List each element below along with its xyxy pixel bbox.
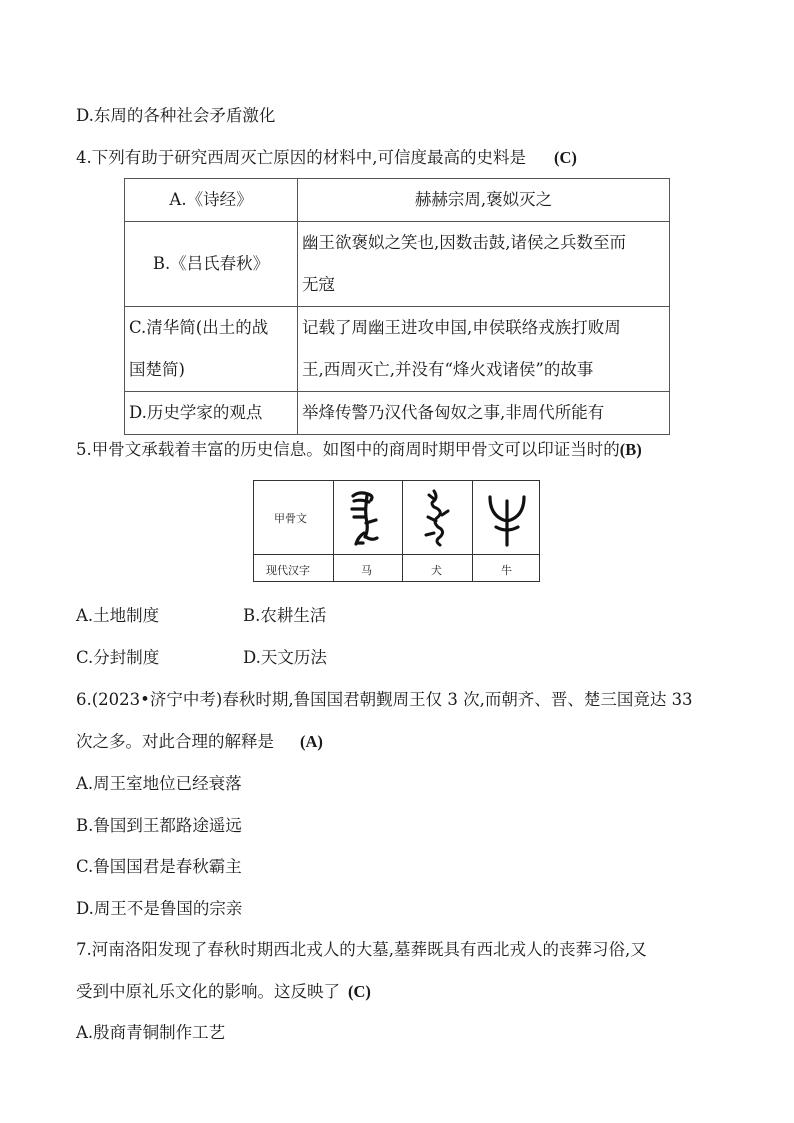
q3-option-d: D.东周的各种社会矛盾激化 <box>76 106 276 125</box>
q6-stem-line1: 6.(2023•济宁中考)春秋时期,鲁国国君朝觐周王仅 3 次,而朝齐、晋、楚三国竟达 33 <box>76 690 693 709</box>
table-row <box>125 222 670 307</box>
oracle-horse-glyph-icon <box>344 487 394 549</box>
q4-row-c-key <box>125 307 298 392</box>
divider <box>333 481 334 581</box>
q7-stem-line1: 7.河南洛阳发现了春秋时期西北戎人的大墓,墓葬既具有西北戎人的丧葬习俗,又 <box>76 940 647 959</box>
q7-answer: (C) <box>348 982 371 1001</box>
q5-option-d: D.天文历法 <box>243 648 327 667</box>
oracle-bone-table <box>253 480 540 582</box>
divider <box>472 481 473 581</box>
q6-option-b: B.鲁国到王都路途遥远 <box>76 816 242 835</box>
table-row <box>125 307 670 392</box>
q6-option-d: D.周王不是鲁国的宗亲 <box>76 899 243 918</box>
table-row <box>125 392 670 435</box>
table-row <box>125 179 670 222</box>
modern-row-label: 现代汉字 <box>266 564 310 577</box>
q5-stem: 5.甲骨文承载着丰富的历史信息。如图中的商周时期甲骨文可以印证当时的 <box>76 440 620 459</box>
q4-answer: (C) <box>554 148 577 167</box>
q5-option-a: A.土地制度 <box>76 606 160 625</box>
q5-option-c: C.分封制度 <box>76 648 160 667</box>
q4-row-c-key-line2: 国楚简) <box>129 360 185 379</box>
q4-row-b-key: B.《吕氏春秋》 <box>125 222 298 307</box>
oracle-ox-glyph-icon <box>482 487 532 549</box>
q7-option-a: A.殷商青铜制作工艺 <box>76 1023 226 1042</box>
q4-row-a-key: A.《诗经》 <box>125 179 298 222</box>
q6-stem-line2 <box>76 730 323 754</box>
q4-row-c-key-line1: C.清华简(出土的战 <box>129 318 269 337</box>
q4-row-a-value: 赫赫宗周,褒姒灭之 <box>298 179 670 222</box>
modern-char-horse: 马 <box>361 564 372 577</box>
q4-row-c-value <box>298 307 670 392</box>
q5-stem-line <box>76 438 642 462</box>
q6-stem: 次之多。对此合理的解释是 <box>76 732 274 751</box>
modern-char-ox: 牛 <box>501 564 512 577</box>
q5-answer: (B) <box>619 440 642 459</box>
q4-stem-line <box>76 146 577 170</box>
q4-row-d-key: D.历史学家的观点 <box>125 392 298 435</box>
q7-stem: 受到中原礼乐文化的影响。这反映了 <box>76 982 340 1001</box>
q6-option-c: C.鲁国国君是春秋霸主 <box>76 857 242 876</box>
q6-option-a: A.周王室地位已经衰落 <box>76 774 242 793</box>
q4-row-c-value-line2: 王,西周灭亡,并没有“烽火戏诸侯”的故事 <box>302 360 594 379</box>
q4-source-table <box>124 178 670 435</box>
oracle-dog-glyph-icon <box>414 487 460 549</box>
q4-row-b-value <box>298 222 670 307</box>
oracle-row-label: 甲骨文 <box>274 512 307 525</box>
divider <box>402 481 403 581</box>
q4-row-d-value: 举烽传警乃汉代备匈奴之事,非周代所能有 <box>298 392 670 435</box>
divider <box>254 554 539 555</box>
q7-stem-line2 <box>76 980 371 1004</box>
q4-row-b-value-line2: 无寇 <box>302 275 335 294</box>
q5-option-b: B.农耕生活 <box>243 606 327 625</box>
q4-row-b-value-line1: 幽王欲褒姒之笑也,因数击鼓,诸侯之兵数至而 <box>302 233 626 252</box>
q6-answer: (A) <box>300 732 323 751</box>
modern-char-dog: 犬 <box>431 564 442 577</box>
q4-row-c-value-line1: 记载了周幽王进攻申国,申侯联络戎族打败周 <box>302 318 621 337</box>
q4-stem: 4.下列有助于研究西周灭亡原因的材料中,可信度最高的史料是 <box>76 148 526 167</box>
